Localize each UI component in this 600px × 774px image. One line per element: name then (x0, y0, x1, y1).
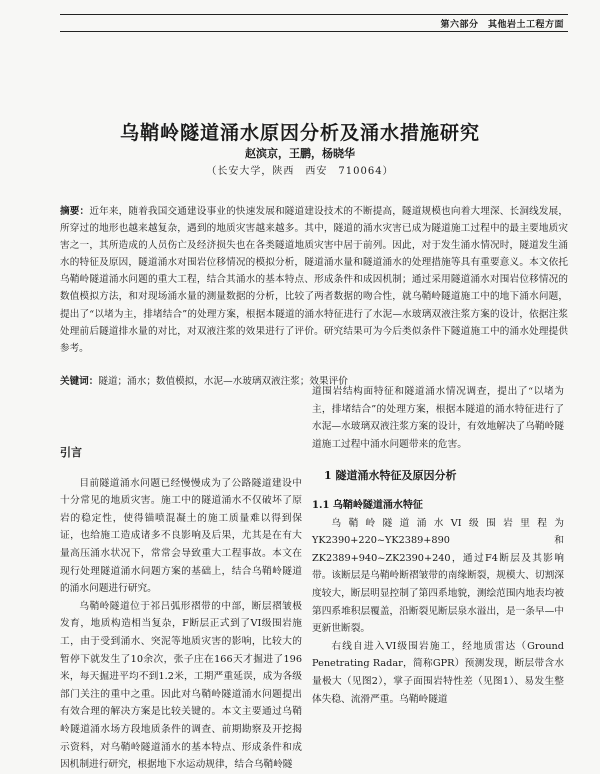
subsection-1-1-heading: 1.1 乌鞘岭隧道涌水特征 (312, 499, 423, 511)
keywords-label: 关键词： (60, 376, 99, 387)
running-header: 第六部分 其他岩土工程方面 (440, 20, 564, 30)
right-paragraph-3: 右线自进入VI级围岩施工，经地质雷达（Ground Penetrating Radar，简称GPR）预测发现，断层带含水量极大（见图2），掌子面围岩特性差（见图1）、易发生整体失稳、流滑严重。乌鞘岭隧道 (312, 640, 564, 705)
abstract (60, 203, 568, 357)
intro-paragraph-2: 乌鞘岭隧道位于祁吕弧形褶带的中部，断层褶皱极发育，地质构造相当复杂，F断层正式到了VI级围岩施工，由于受到涌水、突泥等地质灾害的影响，比较大的暂停下就发生了10余次，张子庄在166天才掘进了196米，每天掘进平均不到1.2米，工期严重延误，成为各级部门关注的重中之重。因此对乌鞘岭隧道涌水问题提出有效合理的解决方案是比较关键的。本文主要通过乌鞘岭隧道涌水场方段地质条件的调查、前期勘察及开挖揭示资料，对乌鞘岭隧道涌水的基本特点、形成条件和成因机制进行研究，根据地下水运动规律，结合乌鞘岭隧 (60, 600, 302, 771)
right-column (312, 383, 564, 708)
intro-paragraph-1: 目前隧道涌水问题已经慢慢成为了公路隧道建设中十分常见的地质灾害。施工中的隧道涌水不仅破坏了原岩的稳定性，使得锚喷混凝土的施工质量难以得到保证，也给施工造成诸多不良影响及后果，尤其是在有大量高压涌水状况下，常常会导致重大工程事故。本文在现行处理隧道涌水问题方案的基础上，结合乌鞘岭隧道的涌水问题进行研究。 (60, 477, 302, 595)
header-rule-bottom (60, 31, 568, 32)
affiliation: （长安大学，陕西 西安 710064） (206, 166, 394, 177)
authors: 赵滨京，王鹏，杨晓华 (245, 147, 355, 160)
right-paragraph-2: 乌鞘岭隧道涌水VI级围岩里程为YK2390+220~YK2389+890和ZK2389+940~ZK2390+240，通过F4断层及其影响带。该断层是乌鞘岭断褶皱带的南缘断裂，规模大、切割深度较大，断层明显控制了第四系地貌，测绘范围内地表均被第四系堆积层覆盖，沿断裂见断层泉水溢出，是一条早—中更新世断裂。 (312, 517, 564, 635)
abstract-text: 近年来，随着我国交通建设事业的快速发展和隧道建设技术的不断提高，隧道规模也向着大埋深、长洞线发展，所穿过的地形也越来越复杂，遇到的地质灾害越来越多。其中，隧道的涌水灾害已成为隧道施工过程中的最主要地质灾害之一，其所造成的人员伤亡及经济损失也在各类隧道地质灾害中居于前列。因此，对于发生涌水情况时，隧道发生涌水的特征及原因，隧道涌水对围岩位移情况的模拟分析，隧道涌水量和隧道涌水的处理措施等具有重要意义。本文依托乌鞘岭隧道涌水问题的重大工程，结合其涌水的基本特点、形成条件和成因机制；通过采用隧道涌水对围岩位移情况的数值模拟方法，和对现场涌水量的测量数据的分析，比较了两者数据的吻合性，就乌鞘岭隧道施工中的地下涌水问题，提出了“以堵为主，排堵结合”的处理方案，根据本隧道的涌水特征进行了水泥—水玻璃双液注浆方案的设计，依据注浆处理前后隧道排水量的对比，对双液注浆的效果进行了评价。研究结果可为今后类似条件下隧道施工中的涌水处理提供参考。 (60, 206, 569, 354)
keywords-text: 隧道；涌水；数值模拟，水泥—水玻璃双液注浆；效果评价 (98, 376, 348, 387)
section-1-heading: 1 隧道涌水特征及原因分析 (324, 469, 457, 483)
paper-title: 乌鞘岭隧道涌水原因分析及涌水措施研究 (119, 122, 480, 144)
right-paragraph-1: 道围岩结构面特征和隧道涌水情况调查，提出了“以堵为主，排堵结合”的处理方案，根据本隧道的涌水特征进行了水泥—水玻璃双液注浆方案的设计，有效地解决了乌鞘岭隧道施工过程中涌水问题带来的危害。 (312, 386, 564, 450)
intro-heading: 引言 (60, 446, 82, 459)
left-column (60, 444, 302, 774)
header-rule-top (60, 14, 568, 15)
abstract-label: 摘要： (60, 206, 90, 217)
